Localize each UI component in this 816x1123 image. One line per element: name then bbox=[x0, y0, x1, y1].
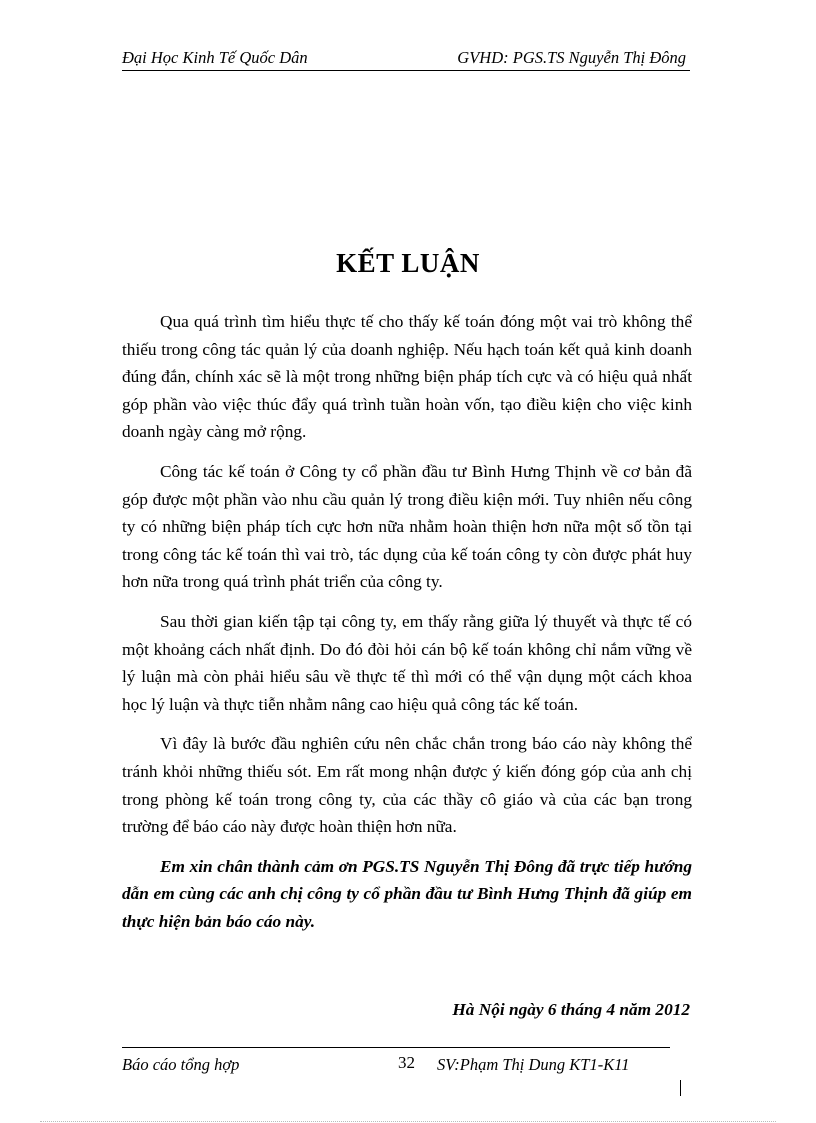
header-supervisor: GVHD: PGS.TS Nguyễn Thị Đông bbox=[457, 48, 686, 67]
page-header bbox=[122, 46, 690, 71]
page-title: KẾT LUẬN bbox=[336, 248, 480, 278]
paragraph: Qua quá trình tìm hiểu thực tế cho thấy kế toán đóng một vai trò không thể thiếu trong công tác quản lý của doanh nghiệp. Nếu hạch toán kết quả kinh doanh đúng đắn, chính xác sẽ là một trong những biện pháp tích cực và có hiệu quả nhất góp phần vào việc thúc đẩy quá trình tuần hoàn vốn, tạo điều kiện cho việc kinh doanh ngày càng mở rộng. bbox=[122, 312, 692, 442]
header-university: Đại Học Kinh Tế Quốc Dân bbox=[122, 48, 308, 67]
paragraph: Vì đây là bước đầu nghiên cứu nên chắc chắn trong báo cáo này không thể tránh khỏi những thiếu sót. Em rất mong nhận được ý kiến đóng góp của anh chị trong phòng kế toán trong công ty, của các thầy cô giáo và của các bạn trong trường để báo cáo này được hoàn thiện hơn nữa. bbox=[122, 734, 692, 837]
page-number: 32 bbox=[398, 1053, 415, 1072]
footer-student: SV:Phạm Thị Dung KT1-K11 bbox=[437, 1055, 630, 1074]
footer-report-type: Báo cáo tổng hợp bbox=[122, 1055, 240, 1074]
page-edge-mark bbox=[680, 1080, 681, 1096]
paragraph: Sau thời gian kiến tập tại công ty, em thấy rằng giữa lý thuyết và thực tế có một khoảng cách nhất định. Do đó đòi hỏi cán bộ kế toán không chỉ nắm vững về lý luận mà còn phải hiểu sâu về thực tế thì mới có thể vận dụng một cách khoa học lý luận và thực tiễn nhằm nâng cao hiệu quả công tác kế toán. bbox=[122, 611, 692, 714]
paragraph: Công tác kế toán ở Công ty cổ phần đầu tư Bình Hưng Thịnh về cơ bản đã góp được một phần vào nhu cầu quản lý trong điều kiện mới. Tuy nhiên nếu công ty có những biện pháp tích cực hơn nữa nhằm hoàn thiện hơn nữa một số tồn tại trong công tác kế toán thì vai trò, tác dụng của kế toán công ty còn được phát huy hơn nữa trong quá trình phát triển của công ty. bbox=[122, 461, 692, 592]
footer-divider bbox=[122, 1047, 670, 1048]
body-text bbox=[122, 308, 692, 947]
acknowledgement: Em xin chân thành cảm ơn PGS.TS Nguyễn Thị Đông đã trực tiếp hướng dẫn em cùng các anh chị công ty cổ phần đầu tư Bình Hưng Thịnh đã giúp em thực hiện bản báo cáo này. bbox=[122, 856, 692, 931]
signing-date: Hà Nội ngày 6 tháng 4 năm 2012 bbox=[452, 1000, 690, 1019]
page-bottom-border bbox=[40, 1121, 776, 1122]
